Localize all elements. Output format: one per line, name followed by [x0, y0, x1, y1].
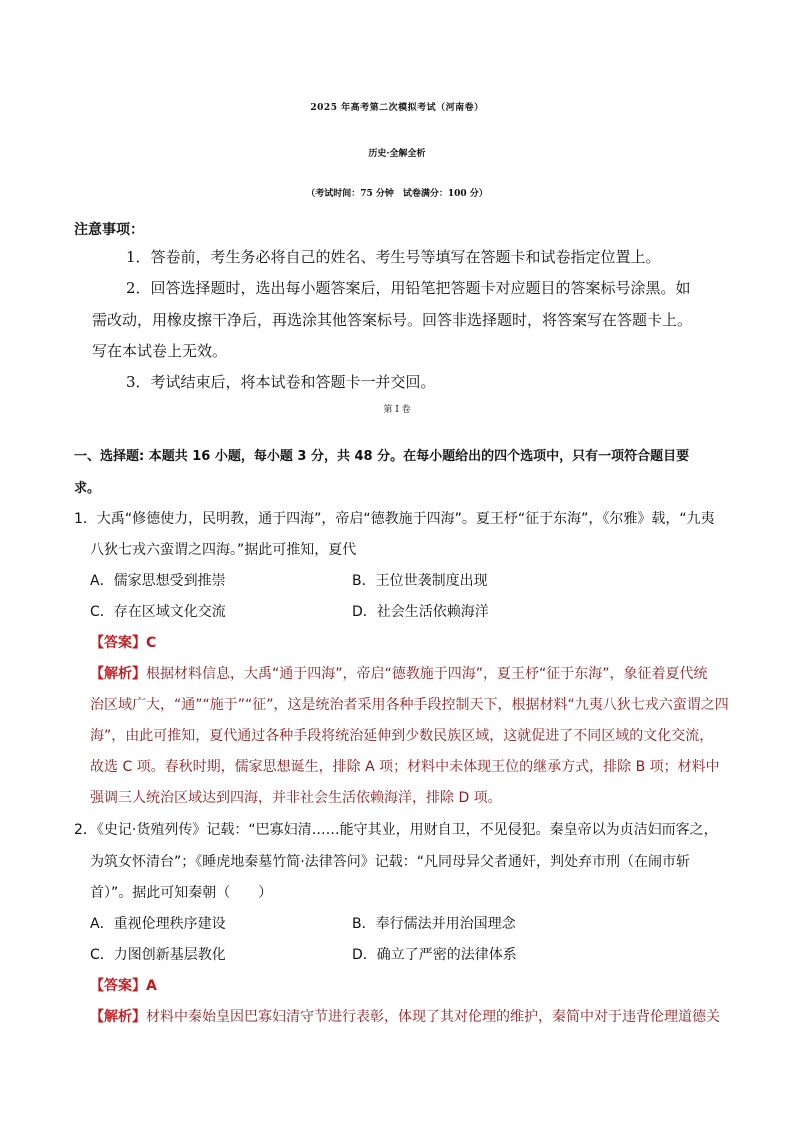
- notice-item-2-line-2: 需改动，用橡皮擦干净后，再选涂其他答案标号。回答非选择题时，将答案写在答题卡上。: [92, 311, 693, 329]
- section-intro-line-1: 一、选择题: 本题共 16 小题，每小题 3 分，共 48 分。在每小题给出的四个选项中，只有一项符合题目要: [74, 449, 690, 464]
- exam-subtitle: 历史·全解全析: [368, 149, 426, 159]
- q2-analysis-line-1: [90, 1006, 720, 1026]
- q2-option-b: B．奉行儒法并用治国理念: [352, 916, 516, 932]
- q1-answer: [90, 632, 156, 652]
- q1-analysis-label: 【解析】: [90, 666, 146, 682]
- q1-stem-line-2: 八狄七戎六蛮谓之四海。”据此可推知，夏代: [90, 542, 357, 558]
- q2-stem-line-1: 2．《史记·货殖列传》记载：“巴寡妇清……能守其业，用财自卫，不见侵犯。秦皇帝以为贞洁妇而客之，: [74, 822, 718, 838]
- q2-analysis-text-1: 材料中秦始皇因巴寡妇清守节进行表彰，体现了其对伦理的维护，秦简中对于违背伦理道德关: [146, 1009, 720, 1025]
- q1-option-d: D．社会生活依赖海洋: [352, 604, 489, 620]
- exam-title: 2025 年高考第二次模拟考试（河南卷）: [310, 103, 484, 113]
- q1-option-b: B．王位世袭制度出现: [352, 573, 488, 589]
- q2-option-d: D．确立了严密的法律体系: [352, 947, 517, 963]
- notice-item-2-line-1: 2．回答选择题时，选出每小题答案后，用铅笔把答题卡对应题目的答案标号涂黑。如: [126, 279, 691, 297]
- q1-answer-label: 【答案】: [90, 635, 146, 651]
- q2-stem-line-3: 首）”。据此可知秦朝（ ）: [90, 885, 273, 901]
- notice-title: 注意事项：: [74, 222, 144, 238]
- q2-analysis-label: 【解析】: [90, 1009, 146, 1025]
- q1-analysis-line-5: 强调三人统治区域达到四海，并非社会生活依赖海洋，排除 D 项。: [90, 790, 502, 806]
- q1-stem-line-1: 1．大禹“修德使力，民明教，通于四海”，帝启“德教施于四海”。夏王杼“征于东海”，《尔雅》载，“九夷: [74, 511, 715, 527]
- q1-analysis-line-3: 海”，由此可推知，夏代通过各种手段将统治延伸到少数民族区域，这就促进了不同区域的文化交流，: [90, 728, 714, 744]
- notice-item-1: 1．答卷前，考生务必将自己的姓名、考生号等填写在答题卡和试卷指定位置上。: [126, 248, 661, 266]
- q2-stem-line-2: 为筑女怀清台”；《睡虎地秦墓竹简·法律答问》记载：“凡同母异父者通奸，判处弃市刑（在闹市斩: [90, 854, 690, 870]
- q2-option-c: C．力图创新基层教化: [90, 947, 226, 963]
- section-intro-line-2: 求。: [74, 481, 101, 496]
- q1-analysis-line-1: [90, 663, 708, 683]
- q1-analysis-line-2: 治区域广大，“通”“施于”“征”，这是统治者采用各种手段控制天下，根据材料“九夷八狄七戎六蛮谓之四: [90, 697, 729, 713]
- notice-item-3: 3．考试结束后，将本试卷和答题卡一并交回。: [126, 373, 436, 391]
- q1-answer-value: C: [146, 635, 157, 651]
- q2-answer-value: A: [146, 978, 157, 994]
- q2-answer: [90, 975, 157, 995]
- q2-option-a: A．重视伦理秩序建设: [90, 916, 226, 932]
- q1-option-c: C．存在区域文化交流: [90, 604, 226, 620]
- section-title: 第 I 卷: [383, 405, 411, 415]
- q2-answer-label: 【答案】: [90, 978, 146, 994]
- notice-item-2-line-3: 写在本试卷上无效。: [92, 342, 228, 360]
- q1-analysis-line-4: 故选 C 项。春秋时期，儒家思想诞生，排除 A 项；材料中未体现王位的继承方式，排除 B 项；材料中: [90, 759, 720, 775]
- exam-info: （考试时间：75 分钟 试卷满分：100 分）: [306, 189, 488, 199]
- q1-option-a: A．儒家思想受到推崇: [90, 573, 226, 589]
- q1-analysis-text-1: 根据材料信息，大禹“通于四海”，帝启“德教施于四海”，夏王杼“征于东海”，象征着夏代统: [146, 666, 708, 682]
